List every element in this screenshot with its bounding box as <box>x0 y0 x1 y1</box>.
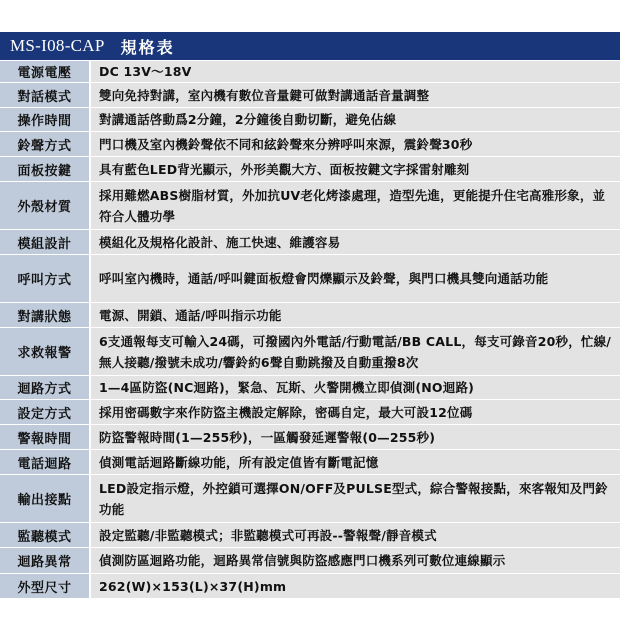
spec-label: 外型尺寸 <box>0 574 90 599</box>
spec-row-talk-mode <box>0 83 620 108</box>
spec-row-loop-mode <box>0 376 620 400</box>
spec-value: 1—4區防盜(NC迴路)，緊急、瓦斯、火警開機立即偵測(NO迴路) <box>90 376 620 400</box>
spec-value: 採用密碼數字來作防盜主機設定解除，密碼自定，最大可設12位碼 <box>90 400 620 425</box>
spec-label: 求救報警 <box>0 328 90 376</box>
spec-value: 門口機及室內機鈴聲依不同和絃鈴聲來分辨呼叫來源，震鈴聲30秒 <box>90 132 620 157</box>
spec-row-module-design <box>0 230 620 255</box>
model-number: MS-I08-CAP <box>10 36 105 55</box>
spec-label: 面板按鍵 <box>0 157 90 182</box>
spec-value: 模組化及規格化設計、施工快速、維護容易 <box>90 230 620 255</box>
spec-title: 規格表 <box>120 37 175 57</box>
spec-row-loop-anomaly <box>0 548 620 574</box>
spec-value: 採用難燃ABS樹脂材質，外加抗UV老化烤漆處理，造型先進，更能提升住宅高雅形象，並符合人體功學 <box>90 182 620 230</box>
spec-label: 迴路異常 <box>0 548 90 574</box>
spec-label: 對講狀態 <box>0 303 90 328</box>
spec-label: 電源電壓 <box>0 61 90 83</box>
spec-row-housing <box>0 182 620 230</box>
spec-value: LED設定指示燈，外控鎖可選擇ON/OFF及PULSE型式，綜合警報接點，來客報知及門鈴功能 <box>90 475 620 523</box>
spec-value: 偵測防區迴路功能，迴路異常信號與防盜感應門口機系列可數位連線顯示 <box>90 548 620 574</box>
spec-value: 設定監聽/非監聽模式；非監聽模式可再設--警報聲/靜音模式 <box>90 523 620 548</box>
spec-header <box>0 32 620 60</box>
spec-label: 電話迴路 <box>0 450 90 475</box>
spec-value: 呼叫室內機時，通話/呼叫鍵面板燈會閃爍顯示及鈴聲，與門口機具雙向通話功能 <box>90 255 620 303</box>
spec-row-setting-mode <box>0 400 620 425</box>
spec-value: 262(W)×153(L)×37(H)mm <box>90 574 620 599</box>
spec-label: 呼叫方式 <box>0 255 90 303</box>
spec-row-output-contacts <box>0 475 620 523</box>
spec-table <box>0 61 620 599</box>
spec-label: 迴路方式 <box>0 376 90 400</box>
spec-value: 對講通話啓動爲2分鐘，2分鐘後自動切斷，避免佔線 <box>90 108 620 132</box>
spec-row-intercom-status <box>0 303 620 328</box>
spec-label: 外殼材質 <box>0 182 90 230</box>
spec-row-emergency <box>0 328 620 376</box>
spec-row-call-mode <box>0 255 620 303</box>
spec-label: 輸出接點 <box>0 475 90 523</box>
spec-row-ring-mode <box>0 132 620 157</box>
spec-label: 監聽模式 <box>0 523 90 548</box>
spec-value: 防盜警報時間(1—255秒)，一區觸發延遲警報(0—255秒) <box>90 425 620 450</box>
spec-row-monitor-mode <box>0 523 620 548</box>
spec-value: 6支通報每支可輸入24碼，可撥國內外電話/行動電話/BB CALL，每支可錄音20秒，忙線/無人接聽/撥號未成功/響鈴約6聲自動跳撥及自動重撥8次 <box>90 328 620 376</box>
spec-row-power <box>0 61 620 83</box>
spec-row-operation-time <box>0 108 620 132</box>
spec-label: 對話模式 <box>0 83 90 108</box>
spec-label: 警報時間 <box>0 425 90 450</box>
spec-row-alarm-time <box>0 425 620 450</box>
spec-row-dimensions <box>0 574 620 599</box>
spec-label: 鈴聲方式 <box>0 132 90 157</box>
spec-row-panel-keys <box>0 157 620 182</box>
spec-label: 操作時間 <box>0 108 90 132</box>
spec-value: DC 13V～18V <box>90 61 620 83</box>
spec-value: 雙向免持對講，室內機有數位音量鍵可做對講通話音量調整 <box>90 83 620 108</box>
spec-label: 設定方式 <box>0 400 90 425</box>
spec-value: 偵測電話迴路斷線功能，所有設定值皆有斷電記憶 <box>90 450 620 475</box>
spec-row-phone-loop <box>0 450 620 475</box>
spec-value: 電源、開鎖、通話/呼叫指示功能 <box>90 303 620 328</box>
spec-label: 模組設計 <box>0 230 90 255</box>
spec-value: 具有藍色LED背光顯示，外形美觀大方、面板按鍵文字採雷射雕刻 <box>90 157 620 182</box>
